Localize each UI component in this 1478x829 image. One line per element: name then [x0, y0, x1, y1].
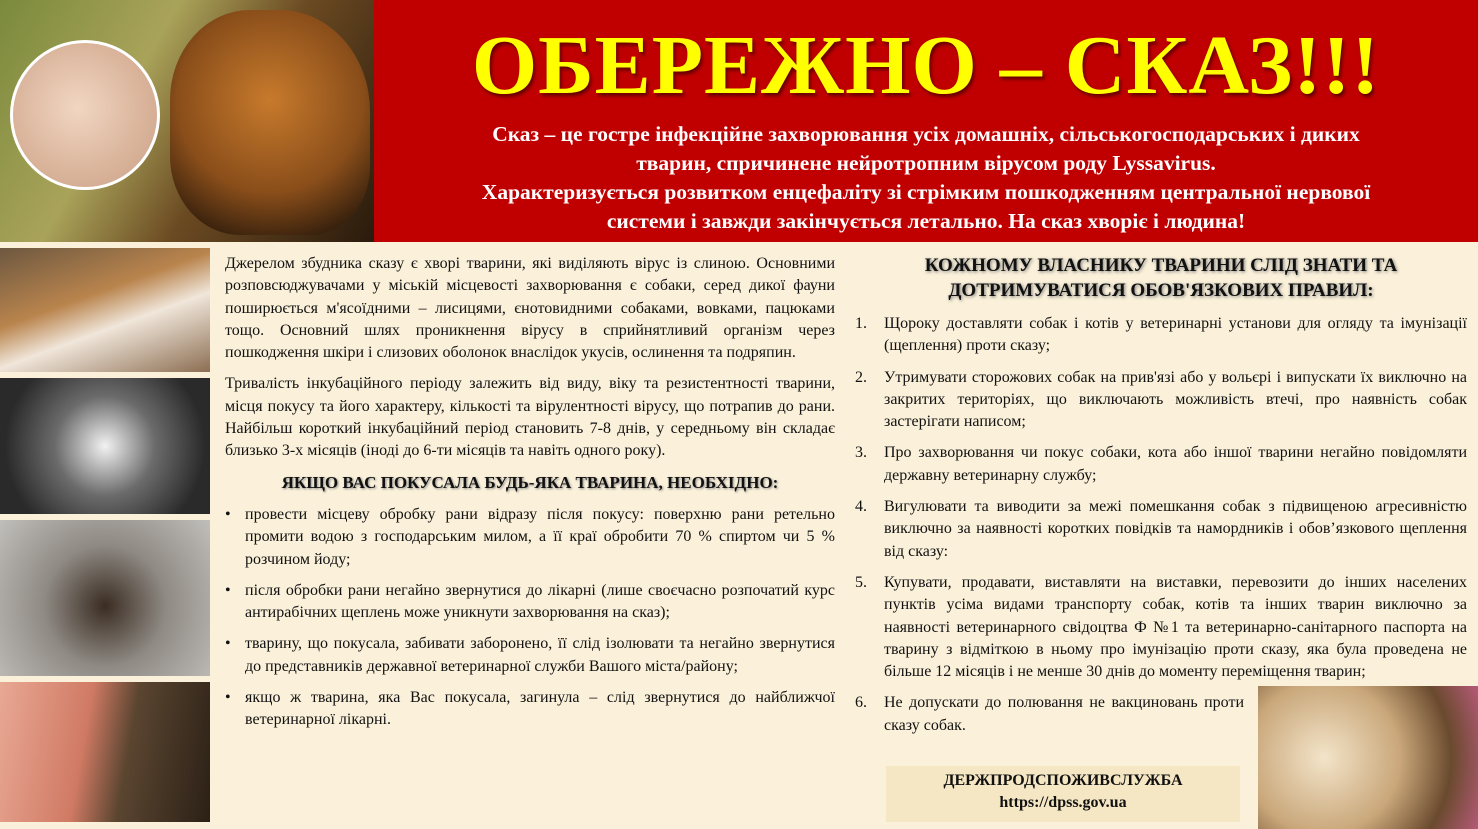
item-number: 2. — [855, 368, 867, 386]
item-number: 4. — [855, 498, 867, 516]
cat-photo — [0, 520, 210, 676]
header-photo-dog-bite — [0, 0, 374, 242]
dog-vaccination-photo — [1258, 686, 1478, 829]
list-item: • якщо ж тварина, яка Вас покусала, загинула – слід звернутися до найближчої ветеринарної лікарні. — [225, 687, 835, 732]
dog-bite-photo — [0, 682, 210, 822]
item-number: 6. — [855, 694, 867, 712]
item-text: Щороку доставляти собак і котів у ветеринарні установи для огляду та імунізації (щеплення) проти сказу; — [884, 315, 1467, 355]
item-number: 3. — [855, 444, 867, 462]
organization-url[interactable]: https://dpss.gov.ua — [999, 794, 1127, 811]
item-number: 1. — [855, 315, 867, 332]
item-text: Купувати, продавати, виставляти на виставки, перевозити до інших населених пунктів усіма видами транспорту собак, котів та інших тварин виключно за наявності ветеринарного свідоцтва Ф №1 та ветеринарно-санітарного паспорта на тварину з відміткою в ньому про імунізацію проти сказу, яка була проведена не більше 12 місяців і не менше 30 днів до моменту переміщення тварин; — [884, 573, 1467, 681]
list-item — [855, 442, 1467, 487]
animal-photos — [0, 248, 210, 828]
poster-title: ОБЕРЕЖНО – СКАЗ!!! — [471, 19, 1381, 112]
item-text: Вигулювати та виводити за межі помешкання собак з підвищеною агресивністю виключно за наявності коротких повідків та намордників і обов’язкового щеплення від сказу: — [884, 498, 1467, 560]
subtitle-line: Сказ – це гостре інфекційне захворювання усіх домашніх, сільськогосподарських і диких — [492, 122, 1360, 146]
rules-heading-line: КОЖНОМУ ВЛАСНИКУ ТВАРИНИ СЛІД ЗНАТИ ТА — [924, 255, 1398, 276]
list-item: • провести місцеву обробку рани відразу після покусу: поверхню рани ретельно промити водою з господарським милом, а її краї обробити 70 % спиртом чи 5 % розчином йоду; — [225, 504, 835, 571]
incubation-paragraph: Тривалість інкубаційного періоду залежить від виду, віку та резистентності тварини, місця покусу та його характеру, кількості та вірулентності вірусу, що потрапив до рани. Найбільш короткий інкубаційний період становить 7-8 днів, у середньому він складає близько 3-х місяців (іноді до 6-ти місяців та навіть одного року). — [225, 375, 835, 460]
organization-name: ДЕРЖПРОДСПОЖИВСЛУЖБА — [943, 772, 1183, 789]
item-number: 5. — [855, 573, 867, 591]
bitten-hand-photo — [10, 40, 160, 190]
rules-heading — [855, 253, 1467, 303]
list-item — [855, 313, 1467, 358]
subtitle-line: системи і завжди закінчується летально. На сказ хворіє і людина! — [606, 209, 1246, 233]
item-text: Не допускати до полювання не вакциновань проти сказу собак. — [884, 694, 1244, 734]
raccoon-dog-photo — [0, 378, 210, 514]
list-item — [855, 367, 1467, 434]
list-item — [855, 496, 1467, 563]
rules-heading-line: ДОТРИМУВАТИСЯ ОБОВ'ЯЗКОВИХ ПРАВИЛ: — [948, 280, 1374, 301]
rules-list — [855, 313, 1467, 737]
intro-paragraph: Джерелом збудника сказу є хворі тварини, які виділяють вірус із слиною. Основними розповсюджувачами у міській місцевості захворювання є собаки, серед дикої фауни поширюється м'ясоїдними – лисицями, єнотовидними собаками, вовками, пацюками тощо. Основний шлях проникнення вірусу в сприйнятливий організм через пошкодження шкіри і слизових оболонок внаслідок укусів, ослинення та подряпин. — [225, 255, 835, 362]
subtitle-line: тварин, спричинене нейротропним вірусом роду Lyssavirus. — [636, 151, 1216, 175]
header-banner — [374, 0, 1478, 242]
rules-column — [855, 253, 1467, 746]
list-item — [855, 572, 1467, 683]
fox-photo — [0, 248, 210, 372]
organization-block — [886, 766, 1240, 822]
list-item: • після обробки рани негайно звернутися до лікарні (лише своєчасно розпочатий курс антирабічних щеплень може уникнути захворювання на сказ); — [225, 580, 835, 625]
subtitle-line: Характеризується розвитком енцефаліту зі стрімким пошкодженням центральної нервової — [481, 180, 1371, 204]
item-text: Утримувати сторожових собак на прив'язі або у вольєрі і випускати їх виключно на закритих територіях, що виключають можливість втечі, про наявність собак застерігати написом; — [884, 368, 1467, 431]
poster-subtitle — [374, 120, 1478, 236]
info-column — [225, 253, 835, 741]
item-text: Про захворювання чи покус собаки, кота або іншої тварини негайно повідомляти державну ветеринарну службу; — [884, 444, 1467, 484]
bite-heading: ЯКЩО ВАС ПОКУСАЛА БУДЬ-ЯКА ТВАРИНА, НЕОБХІДНО: — [281, 472, 779, 492]
aggressive-dog-photo — [170, 10, 370, 235]
list-item: • тварину, що покусала, забивати заборонено, її слід ізолювати та негайно звернутися до представників державної ветеринарної служби Вашого міста/району; — [225, 633, 835, 678]
bite-instructions — [225, 504, 835, 732]
